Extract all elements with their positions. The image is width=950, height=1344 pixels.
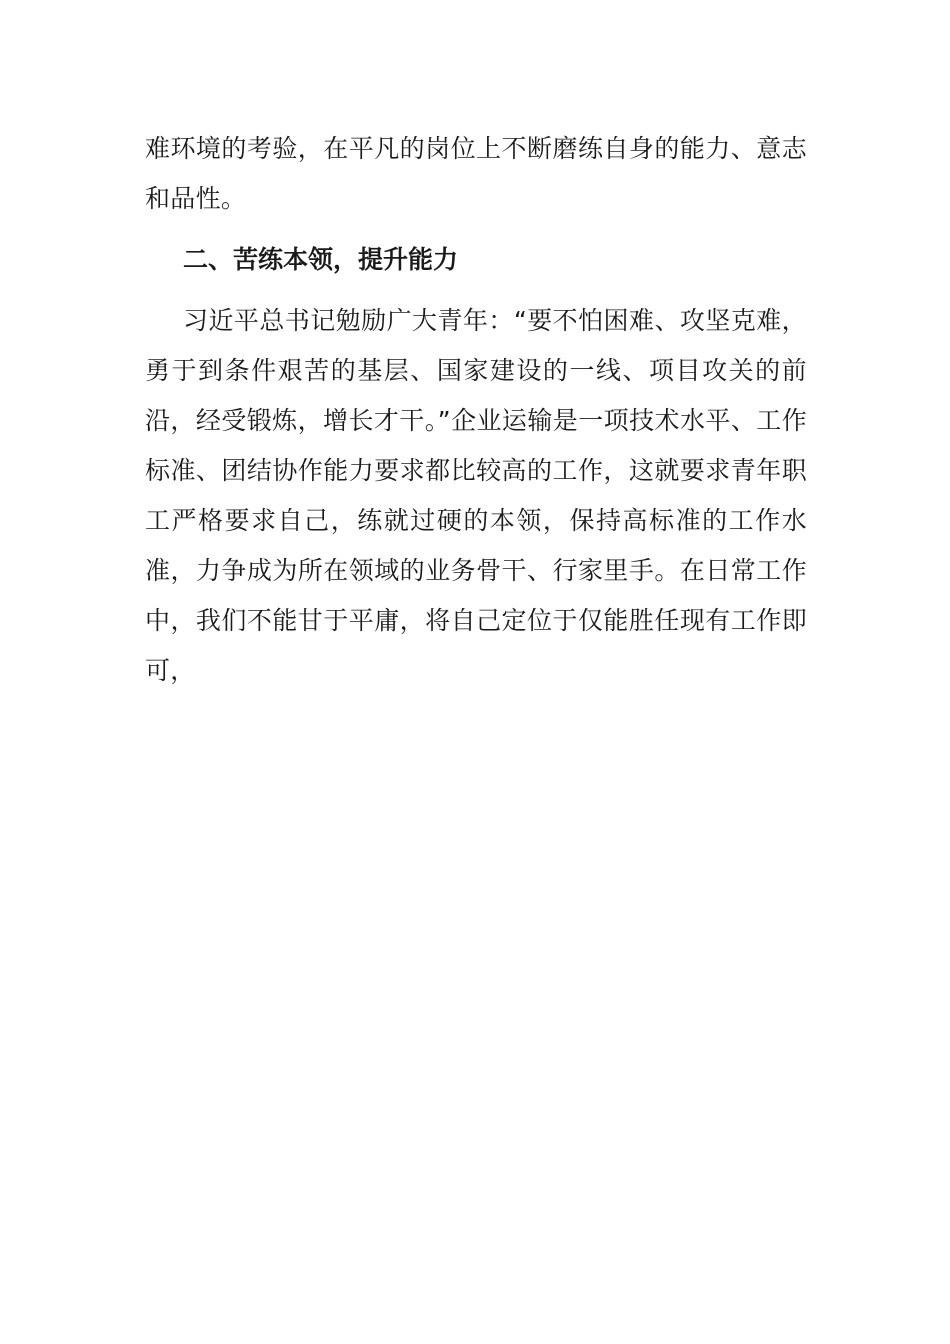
document-body	[145, 124, 807, 696]
paragraph-spacer	[145, 286, 807, 296]
section-heading: 二、苦练本领，提升能力	[183, 245, 459, 274]
paragraph-continuation: 难环境的考验，在平凡的岗位上不断磨练自身的能力、意志和品性。	[145, 134, 807, 213]
paragraph-body: 习近平总书记勉励广大青年：“要不怕困难、攻坚克难，勇于到条件艰苦的基层、国家建设的一线、项目攻关的前沿，经受锻炼，增长才干。”企业运输是一项技术水平、工作标准、团结协作能力要求都比较高的工作，这就要求青年职工严格要求自己，练就过硬的本领，保持高标准的工作水准，力争成为所在领域的业务骨干、行家里手。在日常工作中，我们不能甘于平庸，将自己定位于仅能胜任现有工作即可，	[145, 306, 807, 685]
